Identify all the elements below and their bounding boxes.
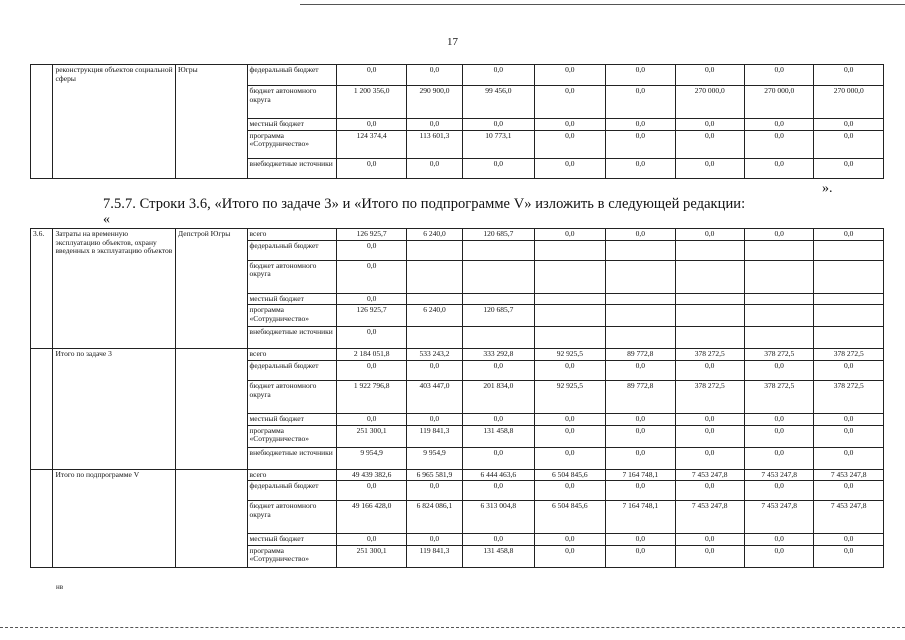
value-cell: 113 601,3 bbox=[406, 130, 462, 158]
value-cell: 0,0 bbox=[463, 534, 535, 546]
value-cell: 533 243,2 bbox=[406, 349, 462, 361]
funding-source-cell: программа «Сотрудничество» bbox=[247, 425, 337, 447]
value-cell: 0,0 bbox=[463, 360, 535, 380]
value-cell bbox=[814, 260, 884, 293]
value-cell bbox=[606, 293, 675, 305]
value-cell: 120 685,7 bbox=[463, 229, 535, 241]
value-cell: 120 685,7 bbox=[463, 305, 535, 327]
value-cell: 131 458,8 bbox=[463, 545, 535, 567]
value-cell: 0,0 bbox=[744, 229, 813, 241]
value-cell: 0,0 bbox=[675, 360, 744, 380]
funding-source-cell: внебюджетные источники bbox=[247, 158, 337, 178]
value-cell bbox=[675, 305, 744, 327]
value-cell: 131 458,8 bbox=[463, 425, 535, 447]
value-cell: 0,0 bbox=[406, 158, 462, 178]
value-cell: 0,0 bbox=[534, 413, 606, 425]
value-cell bbox=[744, 305, 813, 327]
value-cell: 0,0 bbox=[744, 447, 813, 469]
value-cell: 0,0 bbox=[337, 534, 406, 546]
value-cell: 0,0 bbox=[675, 481, 744, 501]
value-cell bbox=[406, 240, 462, 260]
value-cell: 126 925,7 bbox=[337, 305, 406, 327]
value-cell: 0,0 bbox=[814, 229, 884, 241]
value-cell: 119 841,3 bbox=[406, 545, 462, 567]
value-cell: 0,0 bbox=[534, 229, 606, 241]
value-cell: 0,0 bbox=[406, 413, 462, 425]
value-cell: 0,0 bbox=[606, 534, 675, 546]
value-cell: 6 240,0 bbox=[406, 229, 462, 241]
value-cell: 378 272,5 bbox=[675, 380, 744, 413]
funding-source-cell: федеральный бюджет bbox=[247, 360, 337, 380]
value-cell: 0,0 bbox=[606, 545, 675, 567]
value-cell: 0,0 bbox=[814, 545, 884, 567]
value-cell bbox=[406, 327, 462, 349]
value-cell bbox=[534, 293, 606, 305]
table-row bbox=[31, 349, 884, 361]
value-cell bbox=[534, 327, 606, 349]
value-cell: 0,0 bbox=[463, 65, 535, 86]
value-cell bbox=[463, 240, 535, 260]
value-cell: 89 772,8 bbox=[606, 349, 675, 361]
value-cell: 0,0 bbox=[337, 65, 406, 86]
value-cell bbox=[744, 327, 813, 349]
value-cell bbox=[534, 260, 606, 293]
value-cell: 0,0 bbox=[814, 481, 884, 501]
value-cell: 0,0 bbox=[534, 65, 606, 86]
value-cell: 0,0 bbox=[534, 481, 606, 501]
value-cell: 92 925,5 bbox=[534, 380, 606, 413]
value-cell: 378 272,5 bbox=[675, 349, 744, 361]
value-cell: 0,0 bbox=[606, 447, 675, 469]
value-cell: 6 444 463,6 bbox=[463, 469, 535, 481]
value-cell: 270 000,0 bbox=[675, 86, 744, 119]
value-cell: 0,0 bbox=[534, 447, 606, 469]
executor-cell bbox=[176, 349, 248, 469]
value-cell: 0,0 bbox=[744, 65, 813, 86]
value-cell: 0,0 bbox=[534, 86, 606, 119]
value-cell: 0,0 bbox=[675, 413, 744, 425]
value-cell bbox=[675, 240, 744, 260]
funding-source-cell: всего bbox=[247, 229, 337, 241]
executor-cell bbox=[176, 469, 248, 567]
value-cell bbox=[406, 293, 462, 305]
value-cell: 270 000,0 bbox=[744, 86, 813, 119]
value-cell: 0,0 bbox=[337, 119, 406, 131]
value-cell: 0,0 bbox=[534, 130, 606, 158]
value-cell: 0,0 bbox=[814, 360, 884, 380]
value-cell: 0,0 bbox=[534, 158, 606, 178]
value-cell: 270 000,0 bbox=[814, 86, 884, 119]
value-cell: 89 772,8 bbox=[606, 380, 675, 413]
value-cell: 0,0 bbox=[337, 413, 406, 425]
value-cell: 0,0 bbox=[606, 481, 675, 501]
funding-source-cell: бюджет автономного округа bbox=[247, 260, 337, 293]
value-cell: 378 272,5 bbox=[814, 380, 884, 413]
value-cell bbox=[463, 293, 535, 305]
value-cell: 0,0 bbox=[337, 360, 406, 380]
funding-source-cell: бюджет автономного округа bbox=[247, 501, 337, 534]
footnote: нв bbox=[56, 583, 64, 591]
value-cell bbox=[606, 260, 675, 293]
funding-source-cell: федеральный бюджет bbox=[247, 481, 337, 501]
value-cell: 0,0 bbox=[814, 119, 884, 131]
funding-source-cell: местный бюджет bbox=[247, 293, 337, 305]
value-cell: 0,0 bbox=[744, 360, 813, 380]
value-cell bbox=[606, 240, 675, 260]
value-cell: 124 374,4 bbox=[337, 130, 406, 158]
value-cell: 0,0 bbox=[534, 425, 606, 447]
value-cell: 0,0 bbox=[744, 545, 813, 567]
value-cell: 378 272,5 bbox=[744, 380, 813, 413]
top-table bbox=[30, 64, 884, 179]
number-cell: 3.6. bbox=[31, 229, 53, 349]
value-cell: 0,0 bbox=[606, 65, 675, 86]
value-cell: 0,0 bbox=[534, 534, 606, 546]
open-quote: « bbox=[103, 212, 110, 227]
value-cell: 0,0 bbox=[744, 413, 813, 425]
value-cell: 0,0 bbox=[463, 481, 535, 501]
funding-source-cell: программа «Сотрудничество» bbox=[247, 545, 337, 567]
value-cell: 2 184 051,8 bbox=[337, 349, 406, 361]
value-cell: 6 313 004,8 bbox=[463, 501, 535, 534]
value-cell: 0,0 bbox=[744, 481, 813, 501]
value-cell: 7 453 247,8 bbox=[814, 501, 884, 534]
value-cell: 0,0 bbox=[675, 534, 744, 546]
value-cell: 0,0 bbox=[814, 413, 884, 425]
number-cell bbox=[31, 469, 53, 567]
value-cell: 6 504 845,6 bbox=[534, 501, 606, 534]
value-cell: 0,0 bbox=[606, 130, 675, 158]
item-name-cell: реконструкция объектов социальной сферы bbox=[53, 65, 176, 179]
value-cell: 49 439 382,6 bbox=[337, 469, 406, 481]
value-cell: 403 447,0 bbox=[406, 380, 462, 413]
value-cell: 6 504 845,6 bbox=[534, 469, 606, 481]
value-cell bbox=[814, 240, 884, 260]
value-cell bbox=[675, 260, 744, 293]
value-cell: 0,0 bbox=[534, 360, 606, 380]
funding-source-cell: внебюджетные источники bbox=[247, 447, 337, 469]
value-cell: 9 954,9 bbox=[337, 447, 406, 469]
page-number: 17 bbox=[447, 36, 458, 48]
executor-cell: Югры bbox=[176, 65, 248, 179]
number-cell bbox=[31, 349, 53, 469]
value-cell: 251 300,1 bbox=[337, 425, 406, 447]
value-cell: 0,0 bbox=[744, 425, 813, 447]
value-cell: 0,0 bbox=[337, 327, 406, 349]
value-cell bbox=[534, 305, 606, 327]
value-cell: 0,0 bbox=[606, 158, 675, 178]
value-cell: 201 834,0 bbox=[463, 380, 535, 413]
value-cell: 7 453 247,8 bbox=[744, 501, 813, 534]
value-cell: 0,0 bbox=[406, 481, 462, 501]
value-cell bbox=[606, 327, 675, 349]
value-cell: 0,0 bbox=[337, 481, 406, 501]
value-cell: 119 841,3 bbox=[406, 425, 462, 447]
value-cell: 7 453 247,8 bbox=[675, 501, 744, 534]
value-cell: 0,0 bbox=[606, 119, 675, 131]
value-cell bbox=[406, 260, 462, 293]
funding-source-cell: федеральный бюджет bbox=[247, 240, 337, 260]
funding-source-cell: местный бюджет bbox=[247, 119, 337, 131]
funding-source-cell: бюджет автономного округа bbox=[247, 380, 337, 413]
value-cell: 7 453 247,8 bbox=[675, 469, 744, 481]
value-cell: 9 954,9 bbox=[406, 447, 462, 469]
value-cell bbox=[814, 327, 884, 349]
close-quote: ». bbox=[822, 181, 833, 196]
value-cell bbox=[534, 240, 606, 260]
value-cell: 0,0 bbox=[337, 293, 406, 305]
value-cell: 0,0 bbox=[406, 119, 462, 131]
funding-source-cell: местный бюджет bbox=[247, 534, 337, 546]
value-cell: 1 200 356,0 bbox=[337, 86, 406, 119]
value-cell bbox=[744, 260, 813, 293]
funding-source-cell: всего bbox=[247, 349, 337, 361]
value-cell: 0,0 bbox=[814, 130, 884, 158]
value-cell: 7 453 247,8 bbox=[744, 469, 813, 481]
value-cell: 0,0 bbox=[337, 260, 406, 293]
value-cell: 126 925,7 bbox=[337, 229, 406, 241]
value-cell: 378 272,5 bbox=[814, 349, 884, 361]
value-cell: 0,0 bbox=[675, 158, 744, 178]
value-cell: 0,0 bbox=[406, 534, 462, 546]
value-cell: 0,0 bbox=[606, 229, 675, 241]
value-cell: 0,0 bbox=[606, 86, 675, 119]
funding-source-cell: программа «Сотрудничество» bbox=[247, 305, 337, 327]
funding-source-cell: местный бюджет bbox=[247, 413, 337, 425]
value-cell: 6 240,0 bbox=[406, 305, 462, 327]
value-cell: 0,0 bbox=[463, 158, 535, 178]
value-cell bbox=[463, 260, 535, 293]
value-cell bbox=[675, 293, 744, 305]
value-cell: 0,0 bbox=[675, 229, 744, 241]
value-cell: 0,0 bbox=[675, 545, 744, 567]
value-cell: 0,0 bbox=[534, 119, 606, 131]
value-cell: 0,0 bbox=[606, 360, 675, 380]
value-cell: 0,0 bbox=[463, 413, 535, 425]
value-cell: 0,0 bbox=[744, 534, 813, 546]
value-cell bbox=[675, 327, 744, 349]
value-cell bbox=[814, 293, 884, 305]
value-cell: 0,0 bbox=[744, 130, 813, 158]
value-cell: 0,0 bbox=[675, 425, 744, 447]
executor-cell: Депстрой Югры bbox=[176, 229, 248, 349]
value-cell bbox=[814, 305, 884, 327]
table-row bbox=[31, 65, 884, 86]
value-cell: 0,0 bbox=[675, 119, 744, 131]
table-row bbox=[31, 469, 884, 481]
value-cell: 0,0 bbox=[814, 425, 884, 447]
value-cell: 0,0 bbox=[814, 447, 884, 469]
value-cell bbox=[463, 327, 535, 349]
value-cell: 0,0 bbox=[675, 447, 744, 469]
value-cell: 6 965 581,9 bbox=[406, 469, 462, 481]
item-name-cell: Итого по задаче 3 bbox=[53, 349, 176, 469]
value-cell: 0,0 bbox=[463, 119, 535, 131]
value-cell bbox=[744, 293, 813, 305]
table-row bbox=[31, 229, 884, 241]
funding-source-cell: федеральный бюджет bbox=[247, 65, 337, 86]
value-cell: 10 773,1 bbox=[463, 130, 535, 158]
value-cell: 0,0 bbox=[814, 534, 884, 546]
funding-source-cell: программа «Сотрудничество» bbox=[247, 130, 337, 158]
value-cell: 0,0 bbox=[744, 119, 813, 131]
value-cell: 0,0 bbox=[744, 158, 813, 178]
value-cell: 0,0 bbox=[675, 65, 744, 86]
value-cell: 378 272,5 bbox=[744, 349, 813, 361]
value-cell bbox=[744, 240, 813, 260]
value-cell: 251 300,1 bbox=[337, 545, 406, 567]
value-cell: 7 164 748,1 bbox=[606, 469, 675, 481]
value-cell: 7 164 748,1 bbox=[606, 501, 675, 534]
value-cell: 0,0 bbox=[606, 413, 675, 425]
value-cell: 0,0 bbox=[814, 158, 884, 178]
item-name-cell: Затраты на временную эксплуатацию объектов, охрану введенных в эксплуатацию объектов bbox=[53, 229, 176, 349]
value-cell: 0,0 bbox=[814, 65, 884, 86]
value-cell: 0,0 bbox=[675, 130, 744, 158]
value-cell: 0,0 bbox=[406, 65, 462, 86]
funding-source-cell: внебюджетные источники bbox=[247, 327, 337, 349]
value-cell: 49 166 428,0 bbox=[337, 501, 406, 534]
value-cell: 0,0 bbox=[463, 447, 535, 469]
item-name-cell: Итого по подпрограмме V bbox=[53, 469, 176, 567]
funding-source-cell: всего bbox=[247, 469, 337, 481]
value-cell: 99 456,0 bbox=[463, 86, 535, 119]
value-cell: 0,0 bbox=[406, 360, 462, 380]
number-cell bbox=[31, 65, 53, 179]
main-table bbox=[30, 228, 884, 568]
value-cell: 0,0 bbox=[606, 425, 675, 447]
scan-edge-top bbox=[300, 4, 905, 5]
value-cell: 7 453 247,8 bbox=[814, 469, 884, 481]
funding-source-cell: бюджет автономного округа bbox=[247, 86, 337, 119]
value-cell: 1 922 796,8 bbox=[337, 380, 406, 413]
value-cell: 333 292,8 bbox=[463, 349, 535, 361]
value-cell: 290 900,0 bbox=[406, 86, 462, 119]
value-cell bbox=[606, 305, 675, 327]
value-cell: 0,0 bbox=[337, 240, 406, 260]
value-cell: 0,0 bbox=[337, 158, 406, 178]
value-cell: 92 925,5 bbox=[534, 349, 606, 361]
value-cell: 0,0 bbox=[534, 545, 606, 567]
scan-edge-bottom bbox=[0, 627, 905, 628]
value-cell: 6 824 086,1 bbox=[406, 501, 462, 534]
instruction-heading: 7.5.7. Строки 3.6, «Итого по задаче 3» и «Итого по подпрограмме V» изложить в следующей редакции: bbox=[103, 196, 746, 212]
